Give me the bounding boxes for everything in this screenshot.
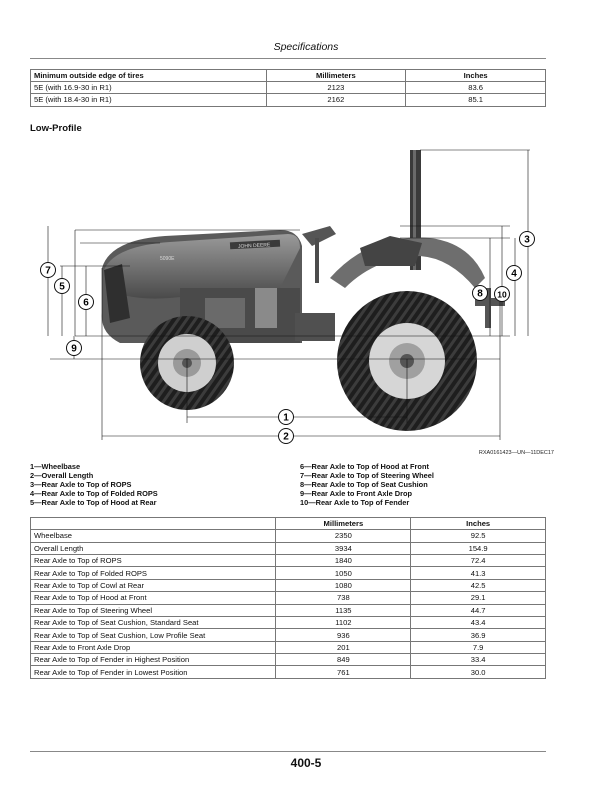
callout-number: 10 (497, 289, 507, 300)
callout-number: 5 (59, 281, 65, 293)
legend-item: 4—Rear Axle to Top of Folded ROPS (30, 489, 158, 498)
callout-number: 7 (45, 265, 51, 277)
table-cell: 7.9 (411, 641, 546, 653)
table-cell: 83.6 (406, 82, 546, 94)
table-cell: 1080 (276, 579, 411, 591)
table-row (31, 530, 546, 542)
callout-number: 4 (511, 268, 517, 280)
footer-divider (30, 751, 546, 752)
table-cell: Wheelbase (31, 530, 276, 542)
table-cell: 1050 (276, 567, 411, 579)
callout-5 (55, 279, 70, 294)
model-decal-text: 5090E (160, 256, 175, 262)
legend-right (300, 462, 434, 507)
legend-item: 8—Rear Axle to Top of Seat Cushion (300, 480, 428, 489)
table-cell: Overall Length (31, 542, 276, 554)
callout-4 (507, 266, 522, 281)
table-header-cell (31, 518, 276, 530)
table-header-row (31, 70, 546, 82)
legend-item: 6—Rear Axle to Top of Hood at Front (300, 462, 429, 471)
table-cell: Rear Axle to Top of Steering Wheel (31, 604, 276, 616)
legend-item: 2—Overall Length (30, 471, 94, 480)
tractor-illustration (102, 150, 505, 431)
table-cell: 1102 (276, 616, 411, 628)
table-row (31, 567, 546, 579)
table-row (31, 641, 546, 653)
callout-number: 3 (524, 234, 530, 246)
table-cell: 2350 (276, 530, 411, 542)
table-cell: 41.3 (411, 567, 546, 579)
page-header-title: Specifications (273, 41, 339, 53)
table-row (31, 554, 546, 566)
tire-width-table (30, 69, 546, 107)
legend-item: 1—Wheelbase (30, 462, 81, 471)
table-cell: 36.9 (411, 629, 546, 641)
table-row (31, 616, 546, 628)
callout-number: 9 (71, 343, 77, 355)
section-title: Low-Profile (30, 123, 82, 134)
table-cell: Rear Axle to Top of Seat Cushion, Low Profile Seat (31, 629, 276, 641)
table-cell: 30.0 (411, 666, 546, 678)
table-row (31, 604, 546, 616)
table-row (31, 654, 546, 666)
table-row (31, 629, 546, 641)
table-cell: 72.4 (411, 554, 546, 566)
table-cell: 44.7 (411, 604, 546, 616)
table-header-row (31, 518, 546, 530)
callout-number: 8 (477, 288, 483, 300)
table-header-cell: Millimeters (266, 70, 406, 82)
dimensions-table (30, 517, 546, 679)
callout-1 (279, 410, 294, 425)
table-cell: Rear Axle to Top of Hood at Front (31, 592, 276, 604)
callout-3 (520, 232, 535, 247)
legend-item: 5—Rear Axle to Top of Hood at Rear (30, 498, 157, 507)
callout-number: 2 (283, 431, 289, 443)
table-cell: 154.9 (411, 542, 546, 554)
callout-7 (41, 263, 56, 278)
table-cell: 201 (276, 641, 411, 653)
callout-number: 1 (283, 412, 289, 424)
table-cell: Rear Axle to Top of Seat Cushion, Standard Seat (31, 616, 276, 628)
page-number: 400-5 (290, 756, 322, 770)
table-cell: 1840 (276, 554, 411, 566)
legend-item: 7—Rear Axle to Top of Steering Wheel (300, 471, 434, 480)
table-cell: 2123 (266, 82, 406, 94)
legend-item: 9—Rear Axle to Front Axle Drop (300, 489, 412, 498)
table-row (31, 542, 546, 554)
table-cell: 92.5 (411, 530, 546, 542)
hood-decal-text: JOHN DEERE (237, 242, 271, 250)
tractor-dimension-figure (30, 138, 550, 450)
table-cell: 3934 (276, 542, 411, 554)
callout-2 (279, 429, 294, 444)
table-cell: 738 (276, 592, 411, 604)
table-cell: 42.5 (411, 579, 546, 591)
table-cell: Rear Axle to Top of Fender in Lowest Position (31, 666, 276, 678)
table-cell: 5E (with 16.9-30 in R1) (31, 82, 267, 94)
legend-item: 3—Rear Axle to Top of ROPS (30, 480, 132, 489)
table-row (31, 579, 546, 591)
table-header-cell: Inches (406, 70, 546, 82)
table-cell: Rear Axle to Top of ROPS (31, 554, 276, 566)
table-cell: Rear Axle to Top of Cowl at Rear (31, 579, 276, 591)
table-cell: 1135 (276, 604, 411, 616)
table-row (31, 592, 546, 604)
table-cell: Rear Axle to Front Axle Drop (31, 641, 276, 653)
callout-9 (67, 341, 82, 356)
table-row (31, 82, 546, 94)
table-header-cell: Minimum outside edge of tires (31, 70, 267, 82)
table-header-cell: Millimeters (276, 518, 411, 530)
table-cell: 85.1 (406, 94, 546, 106)
callout-8 (473, 286, 488, 301)
table-cell: 849 (276, 654, 411, 666)
table-cell: 43.4 (411, 616, 546, 628)
table-cell: 5E (with 18.4-30 in R1) (31, 94, 267, 106)
header-divider (30, 58, 546, 59)
table-header-cell: Inches (411, 518, 546, 530)
table-cell: 2162 (266, 94, 406, 106)
table-cell: Rear Axle to Top of Folded ROPS (31, 567, 276, 579)
table-cell: 33.4 (411, 654, 546, 666)
table-cell: Rear Axle to Top of Fender in Highest Position (31, 654, 276, 666)
table-row (31, 94, 546, 106)
legend-left (30, 462, 158, 507)
callout-number: 6 (83, 297, 89, 309)
figure-code: RXA0161423—UN—11DEC17 (478, 450, 554, 456)
legend-item: 10—Rear Axle to Top of Fender (300, 498, 410, 507)
table-cell: 29.1 (411, 592, 546, 604)
table-row (31, 666, 546, 678)
callout-6 (79, 295, 94, 310)
callout-10 (495, 287, 510, 302)
table-cell: 761 (276, 666, 411, 678)
table-cell: 936 (276, 629, 411, 641)
